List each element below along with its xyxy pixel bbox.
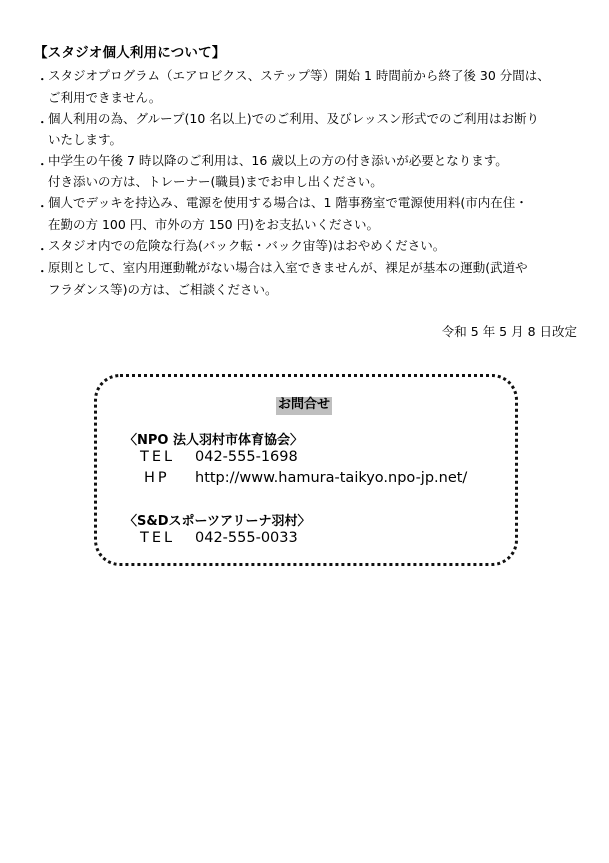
rule-line: いたします。 — [48, 132, 123, 147]
contact-title: お問合せ — [276, 397, 332, 415]
bullet: ・ — [36, 242, 49, 257]
org-name-taikyo: 〈NPO 法人羽村市体育協会〉 — [124, 433, 303, 448]
bullet: ・ — [36, 72, 49, 87]
taikyo-tel-number[interactable]: 042-555-1698 — [195, 449, 298, 465]
bullet: ・ — [36, 115, 49, 130]
taikyo-hp-link[interactable]: http://www.hamura-taikyo.npo-jp.net/ — [195, 470, 468, 486]
rule-line: 中学生の午後 7 時以降のご利用は、16 歳以上の方の付き添いが必要となります。 — [48, 153, 508, 168]
page-heading: 【スタジオ個人利用について】 — [34, 45, 226, 61]
rule-line: ご利用できません。 — [48, 90, 162, 105]
arena-tel-number[interactable]: 042-555-0033 — [195, 530, 298, 546]
bullet: ・ — [36, 157, 49, 172]
rule-line: スタジオ内での危険な行為(バック転・バック宙等)はおやめください。 — [48, 238, 446, 253]
bullet: ・ — [36, 199, 49, 214]
rule-line: 個人でデッキを持込み、電源を使用する場合は、1 階事務室で電源使用料(市内在住・ — [48, 195, 528, 210]
rule-line: スタジオプログラム（エアロビクス、ステップ等）開始 1 時間前から終了後 30 分間は、 — [48, 68, 550, 83]
rule-line: 個人利用の為、グループ(10 名以上)でのご利用、及びレッスン形式でのご利用はお断り — [48, 111, 540, 126]
org-name-arena: 〈S&Dスポーツアリーナ羽村〉 — [124, 514, 311, 529]
hp-label: HP — [144, 470, 170, 486]
tel-label: TEL — [140, 449, 176, 465]
arena-tel-row — [140, 530, 298, 546]
taikyo-tel-row — [140, 449, 298, 465]
bullet: ・ — [36, 264, 49, 279]
tel-label: TEL — [140, 530, 176, 546]
taikyo-hp-row — [144, 470, 467, 486]
rule-line: 原則として、室内用運動靴がない場合は入室できませんが、裸足が基本の運動(武道や — [48, 260, 528, 275]
rule-line: 在勤の方 100 円、市外の方 150 円)をお支払いください。 — [48, 217, 379, 232]
revision-date: 令和 5 年 5 月 8 日改定 — [441, 324, 577, 339]
rule-line: 付き添いの方は、トレーナー(職員)までお申し出ください。 — [48, 174, 383, 189]
rule-line: フラダンス等)の方は、ご相談ください。 — [48, 282, 278, 297]
